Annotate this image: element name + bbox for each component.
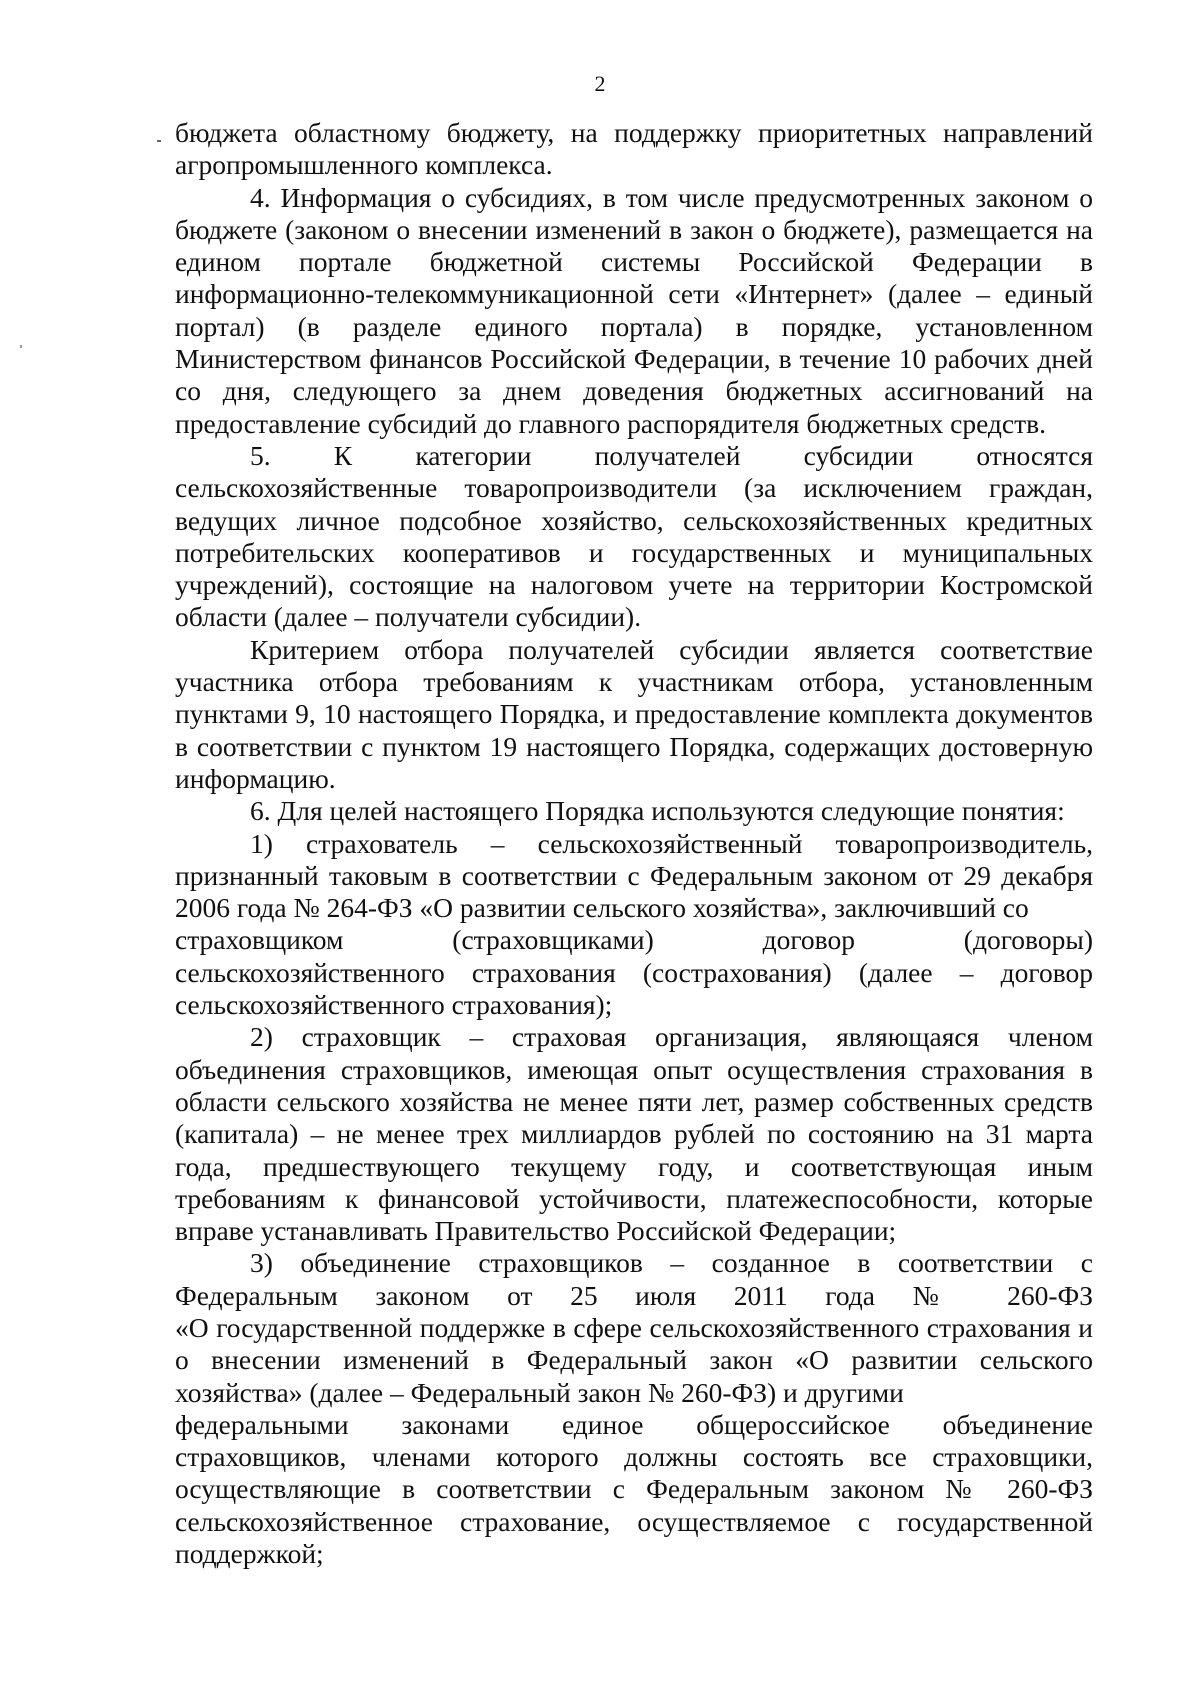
paragraph-continuation: бюджета областному бюджету, на поддержку приоритетных направлений агропромышленного комплекса.: [175, 117, 1093, 181]
definition-association-middle: «О государственной поддержке в сфере сельскохозяйственного страхования и о внесении изменений в Федеральный закон «О развитии сельского хозяйства» (далее – Федеральный закон № 260-ФЗ) и другими: [175, 1311, 1093, 1408]
definition-association-second-line: Федеральным законом от 25 июля 2011 года № 260-ФЗ: [175, 1279, 1093, 1311]
definition-insurers-association: [175, 1247, 1093, 1570]
document-body: [175, 117, 1093, 1570]
paragraph-item-4: 4. Информация о субсидиях, в том числе предусмотренных законом о бюджете (законом о внесении изменений в закон о бюджете), размещается на едином портале бюджетной системы Российской Федерации в информационно-телекоммуникационной сети «Интернет» (далее – единый портал) (в разделе единого портала) в порядке, установленном Министерством финансов Российской Федерации, в течение 10 рабочих дней со дня, следующего за днем доведения бюджетных ассигнований на предоставление субсидий до главного распорядителя бюджетных средств.: [175, 181, 1093, 439]
paragraph-item-6: 6. Для целей настоящего Порядка используются следующие понятия:: [250, 795, 1065, 827]
definition-insured: [175, 828, 1093, 1022]
page-number: 2: [594, 71, 606, 96]
paragraph-item-5-first-line: 5. К категории получателей субсидии относятся: [250, 439, 1093, 471]
definition-insured-first-line: 1) страхователь – сельскохозяйственный товаропроизводитель,: [250, 827, 1093, 859]
definition-association-rest: страховщиков, членами которого должны состоять все страховщики, осуществляющие в соответствии с Федеральным законом № 260-ФЗ сельскохозяйственное страхование, осуществляемое с государственной поддержкой;: [175, 1441, 1093, 1570]
paragraph-selection-criteria: Критерием отбора получателей субсидии является соответствие участника отбора требованиям к участникам отбора, установленным пунктами 9, 10 настоящего Порядка, и предоставление комплекта документов в соответствии с пунктом 19 настоящего Порядка, содержащих достоверную информацию.: [175, 633, 1093, 794]
definition-association-first-line: 3) объединение страховщиков – созданное в соответствии с: [250, 1247, 1093, 1279]
scan-artifact: [157, 140, 161, 142]
definition-insured-spaced-line: страховщиком (страховщиками) договор (договоры): [175, 924, 1093, 956]
definition-insured-rest: сельскохозяйственного страхования (сострахования) (далее – договор сельскохозяйственного страхования);: [175, 956, 1093, 1021]
scan-artifact: [20, 345, 22, 348]
paragraph-item-5-rest: сельскохозяйственные товаропроизводители (за исключением граждан, ведущих личное подсобное хозяйство, сельскохозяйственных кредитных потребительских кооперативов и государственных и муниципальных учреждений), состоящие на налоговом учете на территории Костромской области (далее – получатели субсидии).: [175, 472, 1093, 633]
definition-insurer: 2) страховщик – страховая организация, являющаяся членом объединения страховщиков, имеющая опыт осуществления страхования в области сельского хозяйства не менее пяти лет, размер собственных средств (капитала) – не менее трех миллиардов рублей по состоянию на 31 марта года, предшествующего текущему году, и соответствующая иным требованиям к финансовой устойчивости, платежеспособности, которые вправе устанавливать Правительство Российской Федерации;: [175, 1021, 1093, 1247]
definition-association-spaced-line: федеральными законами единое общероссийское объединение: [175, 1408, 1093, 1440]
definition-insured-middle: признанный таковым в соответствии с Федеральным законом от 29 декабря 2006 года № 264-ФЗ «О развитии сельского хозяйства», заключивший со: [175, 859, 1093, 924]
paragraph-item-5: [175, 440, 1093, 634]
